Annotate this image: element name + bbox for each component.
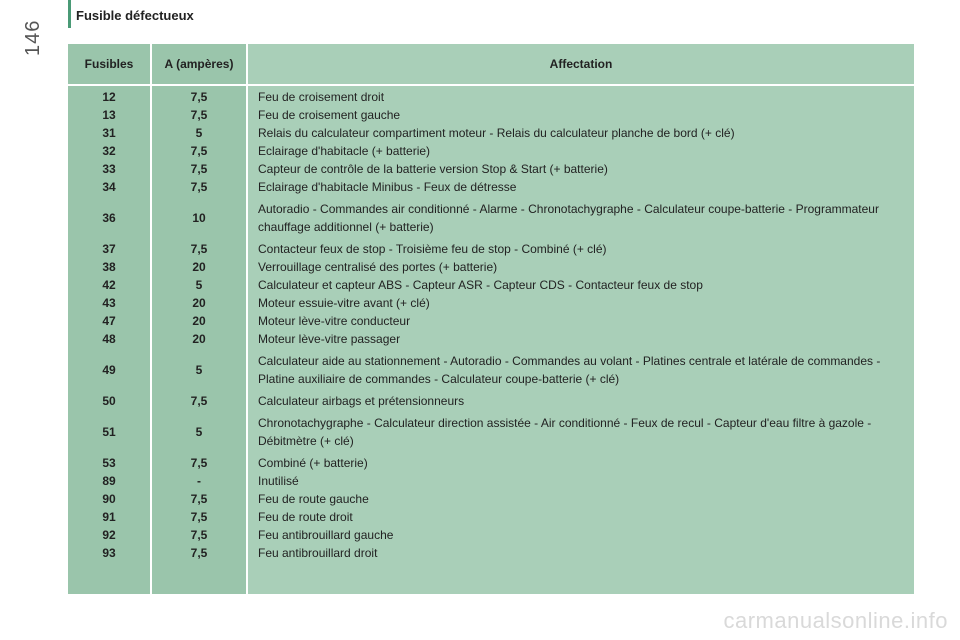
fuse-number: 91 <box>102 510 116 524</box>
fuse-assignment: Capteur de contrôle de la batterie version Stop & Start (+ batterie) <box>258 162 608 176</box>
fuse-assignment: Calculateur et capteur ABS - Capteur ASR - Capteur CDS - Contacteur feux de stop <box>258 278 703 292</box>
fuse-amperage: 5 <box>195 278 203 292</box>
table-row <box>68 258 914 276</box>
table-row <box>68 454 914 472</box>
table-body <box>68 88 914 562</box>
fuse-number: 47 <box>102 314 116 328</box>
table-row <box>68 240 914 258</box>
table-row <box>68 392 914 410</box>
table-row <box>68 198 914 238</box>
page-number: 146 <box>22 19 44 56</box>
fuse-assignment: Moteur lève-vitre passager <box>258 332 401 346</box>
table-row <box>68 544 914 562</box>
fuse-number: 38 <box>102 260 116 274</box>
fuse-number: 43 <box>102 296 116 310</box>
fuse-assignment: Feu de route gauche <box>258 492 369 506</box>
watermark: carmanualsonline.info <box>723 608 948 633</box>
fuse-number: 92 <box>102 528 116 542</box>
fuse-assignment: Autoradio - Commandes air conditionné - Alarme - Chronotachygraphe - Calculateur coupe-batterie - Programmateur chauffage additionnel (+ batterie) <box>258 202 879 234</box>
fuse-amperage: 7,5 <box>190 162 208 176</box>
fuse-amperage: 10 <box>192 211 206 225</box>
table-row <box>68 472 914 490</box>
fuse-assignment: Inutilisé <box>258 474 299 488</box>
table-row <box>68 294 914 312</box>
fuse-amperage: 20 <box>192 314 206 328</box>
fuse-number: 48 <box>102 332 116 346</box>
table-row <box>68 88 914 106</box>
fuse-table <box>68 44 914 594</box>
fuse-amperage: 7,5 <box>190 528 208 542</box>
fuse-amperage: 20 <box>192 332 206 346</box>
fuse-assignment: Feu de route droit <box>258 510 353 524</box>
fuse-number: 53 <box>102 456 116 470</box>
fuse-number: 12 <box>102 90 116 104</box>
table-row <box>68 178 914 196</box>
table-row <box>68 330 914 348</box>
fuse-assignment: Eclairage d'habitacle (+ batterie) <box>258 144 431 158</box>
fuse-number: 13 <box>102 108 116 122</box>
table-row <box>68 160 914 178</box>
fuse-amperage: 7,5 <box>190 546 208 560</box>
fuse-number: 49 <box>102 363 116 377</box>
fuse-amperage: 20 <box>192 296 206 310</box>
fuse-assignment: Moteur essuie-vitre avant (+ clé) <box>258 296 430 310</box>
fuse-amperage: 5 <box>195 425 203 439</box>
table-row <box>68 124 914 142</box>
table-row <box>68 508 914 526</box>
fuse-number: 89 <box>102 474 116 488</box>
fuse-assignment: Verrouillage centralisé des portes (+ batterie) <box>258 260 498 274</box>
fuse-number: 51 <box>102 425 116 439</box>
fuse-number: 36 <box>102 211 116 225</box>
fuse-assignment: Feu antibrouillard gauche <box>258 528 394 542</box>
table-row <box>68 106 914 124</box>
fuse-number: 42 <box>102 278 116 292</box>
fuse-number: 33 <box>102 162 116 176</box>
fuse-amperage: 7,5 <box>190 394 208 408</box>
fuse-amperage: 7,5 <box>190 180 208 194</box>
fuse-assignment: Calculateur airbags et prétensionneurs <box>258 394 465 408</box>
fuse-amperage: - <box>197 474 201 488</box>
table-header <box>68 44 914 84</box>
fuse-assignment: Feu antibrouillard droit <box>258 546 378 560</box>
fuse-amperage: 7,5 <box>190 144 208 158</box>
table-row <box>68 490 914 508</box>
section-marker-bar <box>68 0 71 28</box>
table-row <box>68 312 914 330</box>
table-row <box>68 142 914 160</box>
fuse-number: 32 <box>102 144 116 158</box>
fuse-number: 34 <box>102 180 116 194</box>
header-fusibles: Fusibles <box>84 57 134 71</box>
fuse-assignment: Combiné (+ batterie) <box>258 456 368 470</box>
table-row <box>68 276 914 294</box>
fuse-assignment: Calculateur aide au stationnement - Autoradio - Commandes au volant - Platines centrale et latérale de commandes - Platine auxiliaire de commandes - Calculateur coupe-batterie (+ clé) <box>258 354 881 386</box>
fuse-number: 37 <box>102 242 116 256</box>
fuse-amperage: 7,5 <box>190 242 208 256</box>
table-row <box>68 412 914 452</box>
fuse-amperage: 5 <box>195 363 203 377</box>
fuse-amperage: 7,5 <box>190 492 208 506</box>
fuse-assignment: Relais du calculateur compartiment moteur - Relais du calculateur planche de bord (+ clé) <box>258 126 735 140</box>
header-affectation: Affectation <box>549 57 613 71</box>
fuse-amperage: 7,5 <box>190 108 208 122</box>
fuse-assignment: Contacteur feux de stop - Troisième feu de stop - Combiné (+ clé) <box>258 242 607 256</box>
fuse-assignment: Feu de croisement gauche <box>258 108 401 122</box>
fuse-assignment: Eclairage d'habitacle Minibus - Feux de détresse <box>258 180 517 194</box>
fuse-assignment: Chronotachygraphe - Calculateur direction assistée - Air conditionné - Feux de recul - Capteur d'eau filtre à gazole - Débitmètre (+ clé) <box>258 416 872 448</box>
fuse-amperage: 5 <box>195 126 203 140</box>
fuse-amperage: 7,5 <box>190 510 208 524</box>
page-title: Fusible défectueux <box>76 8 194 23</box>
fuse-assignment: Moteur lève-vitre conducteur <box>258 314 411 328</box>
fuse-amperage: 20 <box>192 260 206 274</box>
fuse-number: 90 <box>102 492 116 506</box>
fuse-number: 93 <box>102 546 116 560</box>
fuse-number: 31 <box>102 126 116 140</box>
header-amperes: A (ampères) <box>164 57 234 71</box>
fuse-amperage: 7,5 <box>190 90 208 104</box>
table-row <box>68 526 914 544</box>
fuse-number: 50 <box>102 394 116 408</box>
fuse-assignment: Feu de croisement droit <box>258 90 385 104</box>
fuse-amperage: 7,5 <box>190 456 208 470</box>
table-row <box>68 350 914 390</box>
